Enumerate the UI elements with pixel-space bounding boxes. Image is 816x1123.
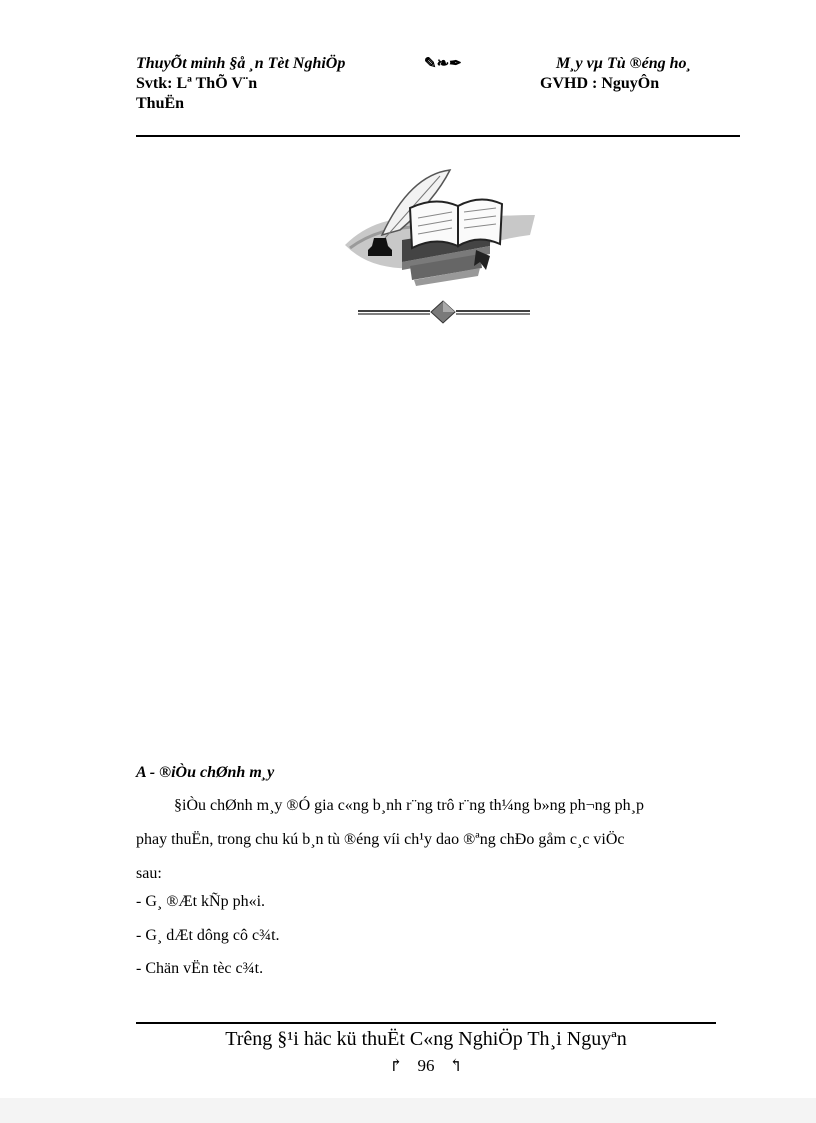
paragraph-line-1: §iÒu chØnh m¸y ®Ó gia c«ng b¸nh r¨ng trô r¨ng th¼ng b»ng ph¬ng ph¸p bbox=[174, 797, 644, 814]
page-number-row bbox=[136, 1055, 716, 1076]
section-title: A - ®iÒu chØnh m¸y bbox=[136, 764, 275, 781]
list-item: - G¸ ®Æt kÑp ph«i. bbox=[136, 893, 266, 910]
paragraph-line-2: phay thuËn, trong chu kú b¸n tù ®éng víi ch¹y dao ®ªng chÐo gåm c¸c viÖc bbox=[136, 831, 625, 848]
header-title-right: M¸y vµ Tù ®éng ho¸ bbox=[556, 55, 692, 72]
header-student: Svtk: Lª ThÕ V¨n bbox=[136, 75, 258, 92]
books-quill-icon bbox=[340, 160, 540, 330]
paragraph-line-3: sau: bbox=[136, 865, 162, 882]
header-ornament-icon: ✎❧✒ bbox=[424, 56, 462, 72]
list-item: - Chän vËn tèc c¾t. bbox=[136, 960, 264, 977]
arrow-right-icon: ↰ bbox=[448, 1056, 463, 1076]
header-advisor: GVHD : NguyÔn bbox=[540, 75, 660, 92]
page-bottom-band bbox=[0, 1098, 816, 1123]
books-clipart bbox=[340, 160, 540, 330]
header-student-cont: ThuËn bbox=[136, 95, 185, 112]
list-item: - G¸ dÆt dông cô c¾t. bbox=[136, 927, 280, 944]
header-title-left: ThuyÕt minh §å ¸n Tèt NghiÖp bbox=[136, 55, 346, 72]
footer-school: Trêng §¹i häc kü thuËt C«ng NghiÖp Th¸i Nguyªn bbox=[225, 1028, 627, 1050]
footer-rule bbox=[136, 1022, 716, 1024]
arrow-left-icon: ↱ bbox=[389, 1056, 404, 1076]
section-paragraph bbox=[136, 789, 740, 891]
page-number: 96 bbox=[417, 1056, 435, 1076]
header-rule bbox=[136, 135, 740, 137]
